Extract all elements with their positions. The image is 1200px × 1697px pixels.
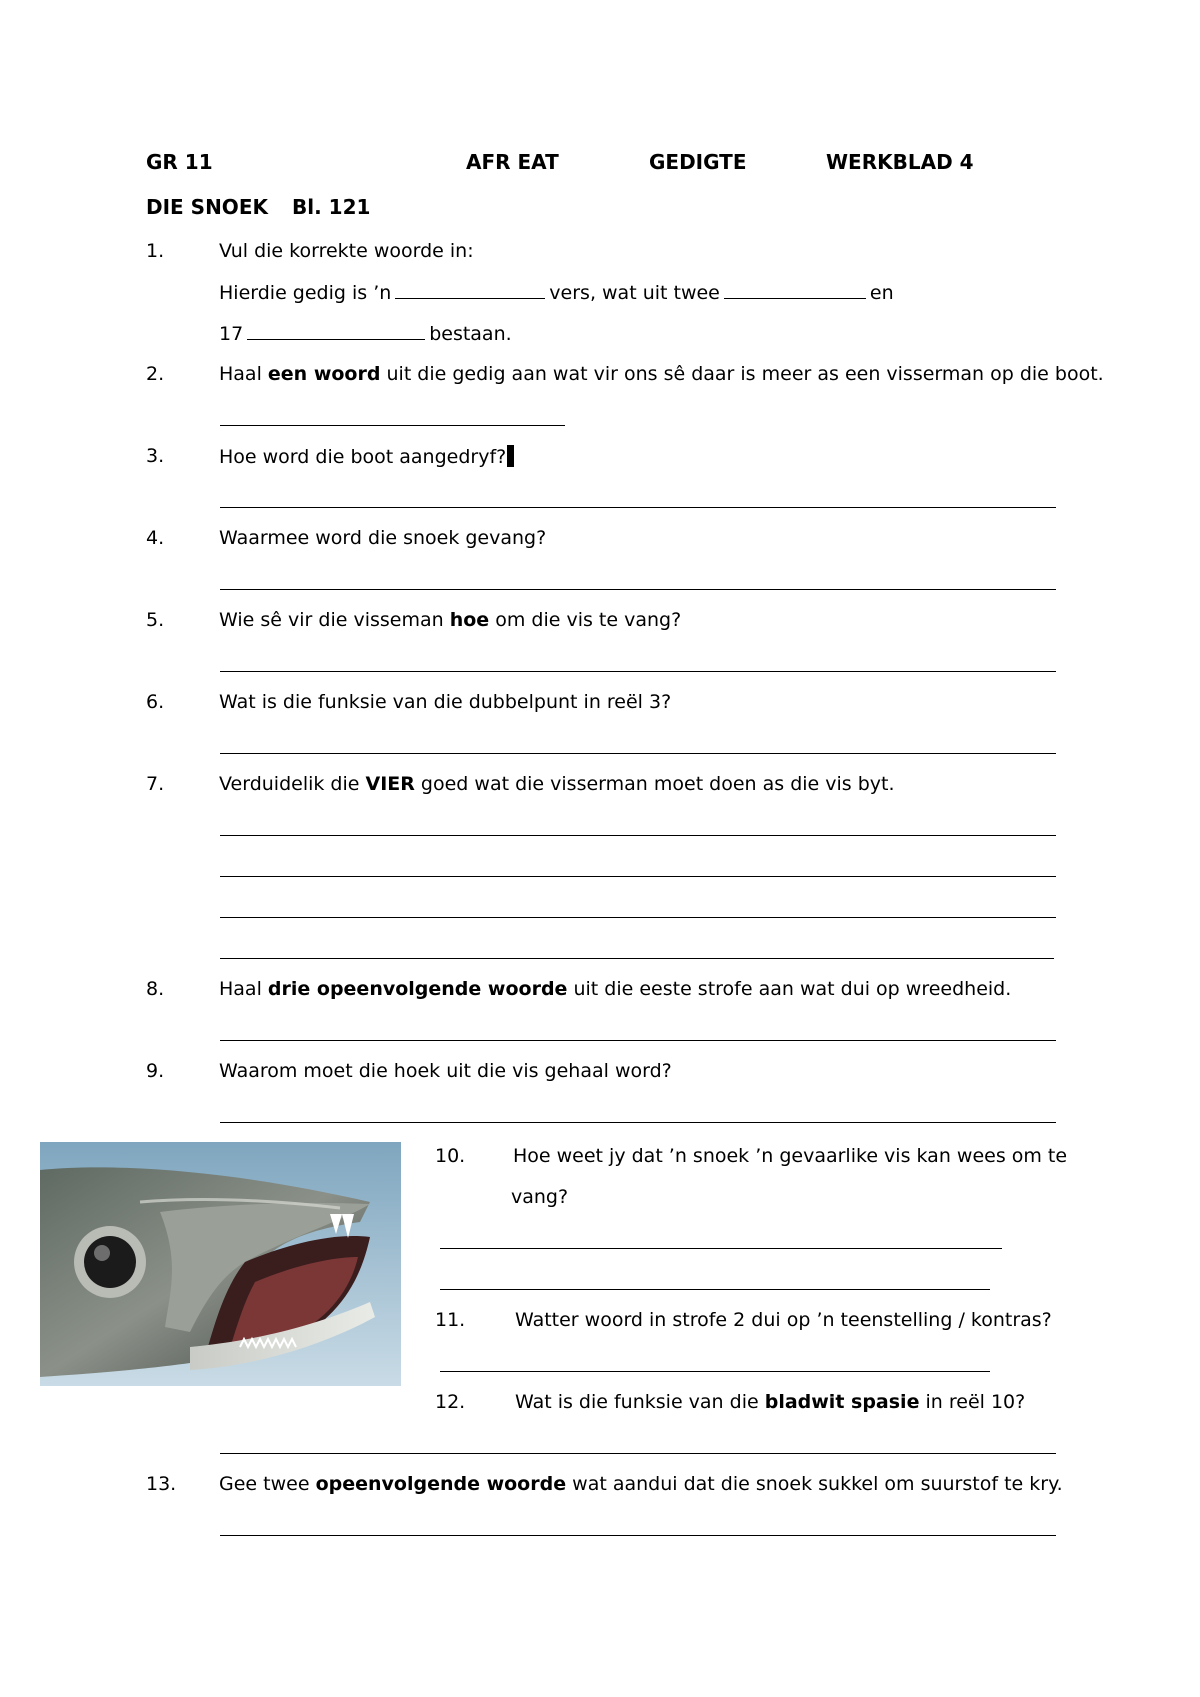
fill-text: vers, wat uit twee	[549, 282, 720, 304]
question-text: Vul die korrekte woorde in:	[219, 240, 474, 262]
question-number: 3.	[146, 445, 165, 467]
subject-label: AFR EAT	[466, 150, 559, 174]
grade-label: GR 11	[146, 150, 213, 174]
answer-blank[interactable]	[724, 281, 866, 299]
fill-text: 17	[219, 323, 244, 345]
question-number: 1.	[146, 240, 165, 262]
question-text-part: Hoe word die boot aangedryf?	[219, 446, 507, 468]
text-cursor-icon	[507, 445, 514, 467]
question-emphasis: drie opeenvolgende woorde	[267, 978, 568, 1000]
question-text-part: Verduidelik die	[219, 773, 366, 795]
question-text	[219, 363, 1104, 385]
question-text-part: uit die eeste strofe aan wat dui op wreedheid.	[567, 978, 1012, 1000]
question-text-part: uit die gedig aan wat vir ons sê daar is meer as een visserman op die boot.	[380, 363, 1104, 385]
question-number: 4.	[146, 527, 165, 549]
topic-label: GEDIGTE	[649, 150, 747, 174]
answer-line[interactable]	[220, 876, 1056, 877]
question-text-part: om die vis te vang?	[489, 609, 682, 631]
question-text: Waarmee word die snoek gevang?	[219, 527, 547, 549]
fill-in-line-1	[219, 281, 894, 304]
question-text-part: Wat is die funksie van die	[515, 1391, 765, 1413]
answer-line[interactable]	[440, 1289, 990, 1290]
question-emphasis: een woord	[267, 363, 381, 385]
worksheet-label: WERKBLAD 4	[826, 150, 974, 174]
question-text	[219, 1473, 1063, 1495]
answer-line[interactable]	[220, 835, 1056, 836]
question-number: 8.	[146, 978, 165, 1000]
question-number: 5.	[146, 609, 165, 631]
answer-line[interactable]	[220, 671, 1056, 672]
question-text	[219, 978, 1011, 1000]
fill-in-line-2	[219, 322, 512, 345]
question-emphasis: bladwit spasie	[764, 1391, 920, 1413]
poem-title: DIE SNOEK	[146, 195, 268, 219]
question-number: 11.	[435, 1309, 466, 1331]
question-text: Hoe weet jy dat ’n snoek ’n gevaarlike vis kan wees om te	[513, 1145, 1068, 1167]
question-text-part: in reël 10?	[919, 1391, 1026, 1413]
question-text-part: goed wat die visserman moet doen as die vis byt.	[414, 773, 895, 795]
question-emphasis: VIER	[365, 773, 415, 795]
question-text-part: wat aandui dat die snoek sukkel om suurstof te kry.	[566, 1473, 1063, 1495]
answer-line[interactable]	[440, 1371, 990, 1372]
question-number: 12.	[435, 1391, 466, 1413]
question-number: 7.	[146, 773, 165, 795]
question-text	[219, 773, 895, 795]
answer-line[interactable]	[220, 753, 1056, 754]
question-text: Watter woord in strofe 2 dui op ’n teenstelling / kontras?	[515, 1309, 1052, 1331]
page-reference: Bl. 121	[292, 195, 371, 219]
question-emphasis: hoe	[449, 609, 490, 631]
question-number: 6.	[146, 691, 165, 713]
question-text: Wat is die funksie van die dubbelpunt in reël 3?	[219, 691, 672, 713]
answer-line[interactable]	[220, 425, 565, 426]
answer-line[interactable]	[220, 1122, 1056, 1123]
question-text-continuation: vang?	[511, 1186, 569, 1208]
question-text	[219, 445, 514, 468]
answer-line[interactable]	[220, 589, 1056, 590]
question-number: 9.	[146, 1060, 165, 1082]
answer-line[interactable]	[220, 958, 1054, 959]
question-text	[219, 609, 681, 631]
answer-line[interactable]	[220, 1453, 1056, 1454]
question-number: 2.	[146, 363, 165, 385]
answer-line[interactable]	[220, 1535, 1056, 1536]
fill-text: bestaan.	[429, 323, 512, 345]
answer-line[interactable]	[440, 1248, 1002, 1249]
question-number: 10.	[435, 1145, 466, 1167]
question-text-part: Haal	[219, 363, 268, 385]
answer-line[interactable]	[220, 507, 1056, 508]
answer-line[interactable]	[220, 1040, 1056, 1041]
question-text	[515, 1391, 1025, 1413]
question-text-part: Gee twee	[219, 1473, 316, 1495]
question-text-part: Haal	[219, 978, 268, 1000]
fill-text: en	[869, 282, 894, 304]
question-text-part: Wie sê vir die visseman	[219, 609, 450, 631]
snoek-fish-image	[40, 1142, 401, 1386]
question-emphasis: opeenvolgende woorde	[315, 1473, 567, 1495]
answer-blank[interactable]	[247, 322, 425, 340]
question-number: 13.	[146, 1473, 177, 1495]
question-text: Waarom moet die hoek uit die vis gehaal word?	[219, 1060, 672, 1082]
answer-line[interactable]	[220, 917, 1056, 918]
fill-text: Hierdie gedig is ’n	[219, 282, 392, 304]
answer-blank[interactable]	[395, 281, 545, 299]
